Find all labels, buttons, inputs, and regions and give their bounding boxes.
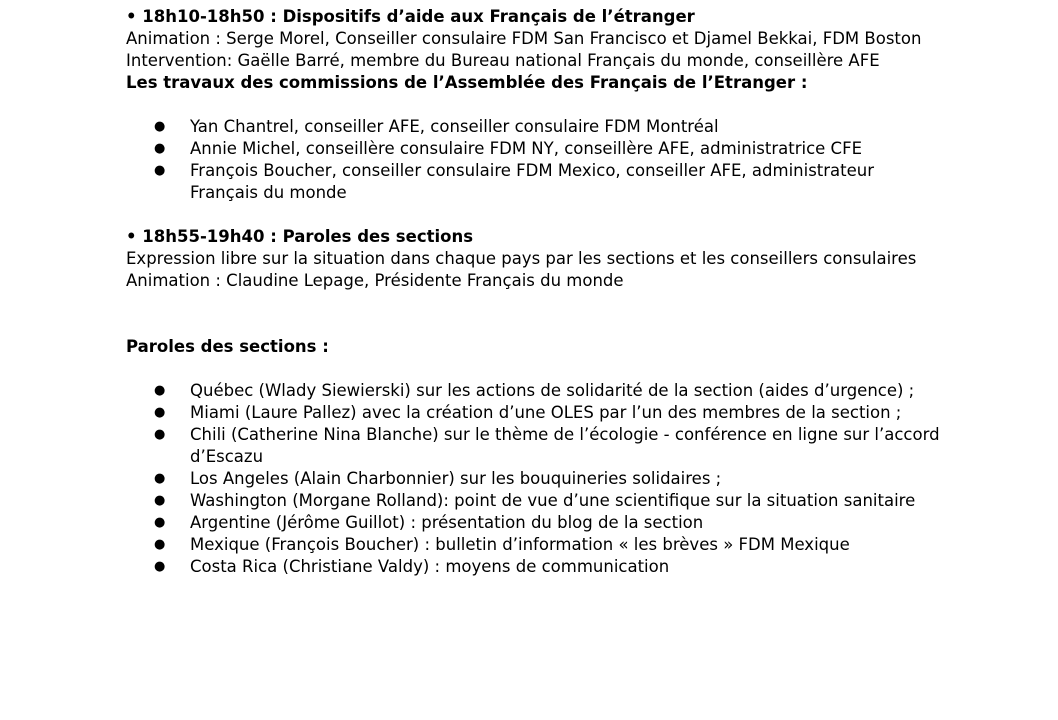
list-item: ● Annie Michel, conseillère consulaire FDM NY, conseillère AFE, administratrice CFE [154,139,862,158]
spacer [126,204,941,226]
section-1-animation: Animation : Serge Morel, Conseiller consulaire FDM San Francisco et Djamel Bekkai, FDM Boston [126,29,922,48]
list-item: ● Argentine (Jérôme Guillot) : présentation du blog de la section [154,513,704,532]
section-2-description: Expression libre sur la situation dans chaque pays par les sections et les conseillers consulaires [126,249,917,268]
bullet-icon: ● [154,537,166,552]
list-item: ● Québec (Wlady Siewierski) sur les actions de solidarité de la section (aides d’urgence) ; [154,381,915,400]
section-2-heading: • 18h55-19h40 : Paroles des sections [126,227,474,246]
list-item: ● Yan Chantrel, conseiller AFE, conseiller consulaire FDM Montréal [154,117,719,136]
list-item: ● Chili (Catherine Nina Blanche) sur le thème de l’écologie - conférence en ligne sur l’accord d’Escazu [154,425,940,466]
bullet-icon: ● [154,405,166,420]
spacer [126,358,941,380]
bullet-icon: ● [154,163,166,178]
bullet-icon: ● [154,493,166,508]
list-item: ● Mexique (François Boucher) : bulletin d’information « les brèves » FDM Mexique [154,535,850,554]
bullet-icon: ● [154,559,166,574]
spacer [126,292,941,314]
sections-list [126,380,941,578]
bullet-icon: ● [154,471,166,486]
document-page [126,6,941,578]
section-1-intervention: Intervention: Gaëlle Barré, membre du Bureau national Français du monde, conseillère AFE [126,51,880,70]
list-item: ● Costa Rica (Christiane Valdy) : moyens de communication [154,557,670,576]
list-item: ● Miami (Laure Pallez) avec la création d’une OLES par l’un des membres de la section ; [154,403,902,422]
commission-list [126,116,941,204]
list-item: ● Washington (Morgane Rolland): point de vue d’une scientifique sur la situation sanitaire [154,491,916,510]
spacer [126,314,941,336]
bullet-icon: ● [154,383,166,398]
spacer [126,94,941,116]
section-1-subheading: Les travaux des commissions de l’Assemblée des Français de l’Etranger : [126,73,808,92]
list-item: ● François Boucher, conseiller consulaire FDM Mexico, conseiller AFE, administrateur Français du monde [154,161,875,202]
bullet-icon: ● [154,427,166,442]
section-2-animation: Animation : Claudine Lepage, Présidente Français du monde [126,271,624,290]
section-1-heading: • 18h10-18h50 : Dispositifs d’aide aux Français de l’étranger [126,7,695,26]
section-2-subheading: Paroles des sections : [126,337,329,356]
bullet-icon: ● [154,141,166,156]
list-item: ● Los Angeles (Alain Charbonnier) sur les bouquineries solidaires ; [154,469,722,488]
bullet-icon: ● [154,515,166,530]
bullet-icon: ● [154,119,166,134]
